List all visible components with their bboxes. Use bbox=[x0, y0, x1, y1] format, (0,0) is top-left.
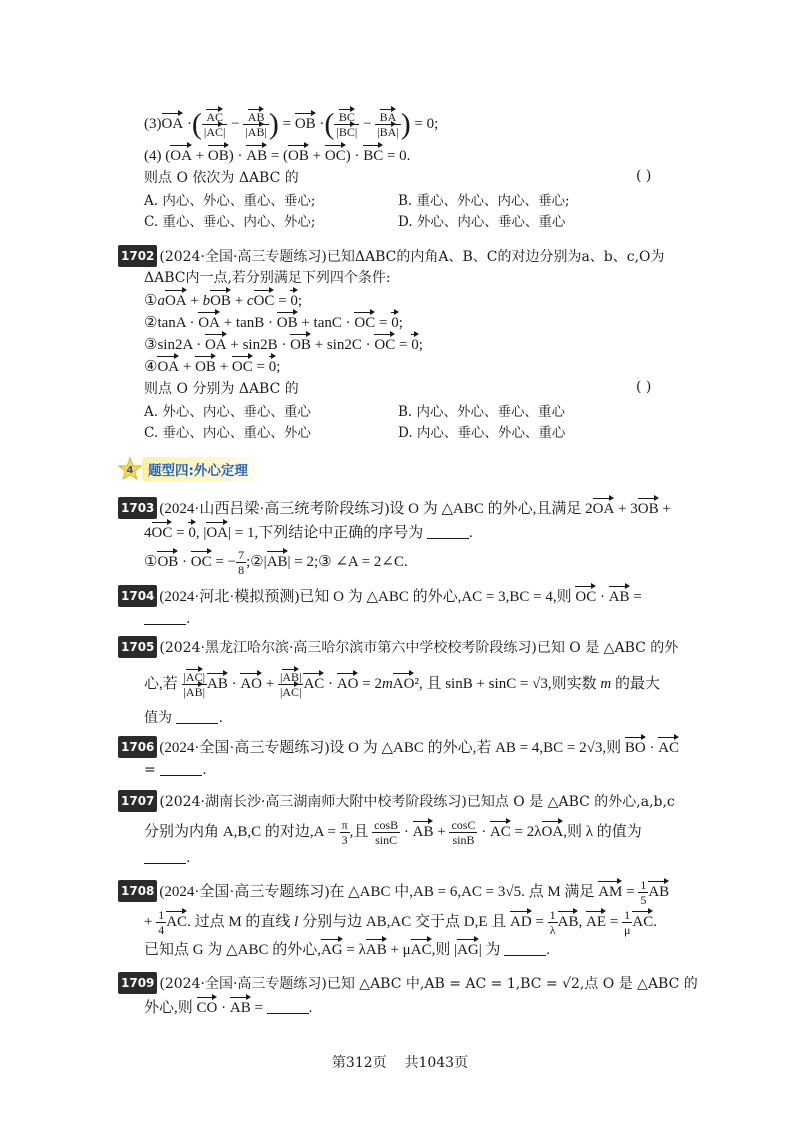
q1705-line-2: 心,若 $\frac{|AC|}{|AB|}$ AB · AO + $\frac{|AB|}{|AC|}$ AC · AO = 2mAO², 且 sinB + sinC = √3,则实数 m 的最大 bbox=[144, 670, 660, 699]
page-number: 第312页 bbox=[331, 1055, 387, 1071]
q1706-line-1: 1706 (2024·全国·高三专题练习)设 O 为 △ABC 的外心,若 AB = 4,BC = 2√3,则 BO · AC bbox=[118, 736, 679, 758]
q1709-line-1: 1709 (2024·全国·高三专题练习)已知 △ABC 中,AB = AC = 1,BC = √2,点 O 是 △ABC 的 bbox=[118, 972, 698, 994]
q1703-line-3: ①OB · OC = − $\frac{7}{8}$ ;②|AB| = 2;③ ∠A = 2∠C. bbox=[144, 548, 408, 577]
q1701-condition-3: (3)OA ·( $\frac{AC}{|AC|}$ − $\frac{AB}{|AB|}$ ) = OB ·( $\frac{BC}{|BC|}$ − $\frac{BA}{|BA|}$ ) = 0; bbox=[144, 107, 439, 141]
answer-blank[interactable] bbox=[176, 709, 218, 724]
question-number-badge: 1707 bbox=[118, 790, 157, 812]
q1708-line-3: 已知点 G 为 △ABC 的外心,AG = λAB + μAC,则 |AG| 为 . bbox=[144, 942, 551, 958]
q1709-line-2: 外心,则 CO · AB = . bbox=[144, 1000, 313, 1016]
page-footer bbox=[0, 1052, 800, 1072]
q1704-line-2: . bbox=[144, 609, 190, 629]
answer-blank[interactable] bbox=[504, 941, 546, 956]
q1701-option-c: C. 重心、垂心、内心、外心; bbox=[144, 214, 316, 230]
q1701-option-b: B. 重心、外心、内心、垂心; bbox=[398, 193, 570, 209]
q1702-answer-paren: ( ) bbox=[636, 379, 652, 395]
q1701-option-d: D. 外心、内心、垂心、重心 bbox=[398, 214, 566, 230]
q1702-line-2: ΔABC内一点,若分别满足下列四个条件: bbox=[144, 270, 391, 286]
q1702-option-c: C. 垂心、内心、重心、外心 bbox=[144, 425, 311, 441]
q1702-line-1: 1702 (2024·全国·高三专题练习)已知ΔABC的内角A、B、C的对边分别为a、b、c,O为 bbox=[118, 245, 665, 267]
question-number-badge: 1703 bbox=[118, 497, 157, 519]
question-number-badge: 1709 bbox=[118, 972, 157, 994]
q1702-stem: 则点 O 分别为 ΔABC 的 bbox=[144, 381, 299, 397]
q1701-stem: 则点 O 依次为 ΔABC 的 bbox=[144, 170, 299, 186]
q1702-condition-3: ③sin2A · OA + sin2B · OB + sin2C · OC = 0; bbox=[144, 337, 423, 353]
section-header bbox=[118, 458, 266, 480]
q1708-line-2: + $\frac{1}{4}$ AC. 过点 M 的直线 l 分别与边 AB,AC 交于点 D,E 且 AD = $\frac{1}{\lambda}$ AB, AE = $\frac{1}{\mu}$ AC. bbox=[144, 908, 657, 937]
q1708-line-1: 1708 (2024·全国·高三专题练习)在 △ABC 中,AB = 6,AC = 3√5. 点 M 满足 AM = $\frac{1}{5}$ AB bbox=[118, 878, 669, 907]
q1702-condition-2: ②tanA · OA + tanB · OB + tanC · OC = 0; bbox=[144, 315, 403, 331]
question-number-badge: 1706 bbox=[118, 736, 157, 758]
q1707-line-2: 分别为内角 A,B,C 的对边,A = $\frac{\pi}{3}$ ,且 $\frac{\cos B}{\sin C}$ · AB + $\frac{\cos C}{\sin B}$ · AC = 2λOA,则 λ 的值为 bbox=[144, 818, 642, 847]
q1704-line-1: 1704 (2024·河北·模拟预测)已知 O 为 △ABC 的外心,AC = 3,BC = 4,则 OC · AB = bbox=[118, 585, 642, 607]
section-title: 题型四:外心定理 bbox=[142, 457, 266, 481]
q1701-option-a: A. 内心、外心、重心、垂心; bbox=[144, 193, 316, 209]
q1701-answer-paren: ( ) bbox=[636, 168, 652, 184]
q1702-option-d: D. 内心、垂心、外心、重心 bbox=[398, 425, 566, 441]
q1702-condition-4: ④OA + OB + OC = 0; bbox=[144, 359, 281, 375]
q1703-line-2: 4OC = 0, |OA| = 1,下列结论中正确的序号为 . bbox=[144, 525, 473, 541]
q1707-line-3: . bbox=[144, 848, 190, 868]
answer-blank[interactable] bbox=[427, 524, 469, 539]
section-number: 4 bbox=[126, 465, 134, 476]
q1702-option-a: A. 外心、内心、垂心、重心 bbox=[144, 404, 311, 420]
q1703-line-1: 1703 (2024·山西吕梁·高三统考阶段练习)设 O 为 △ABC 的外心,且满足 2OA + 3OB + bbox=[118, 497, 671, 519]
q1705-line-3: 值为 . bbox=[144, 710, 223, 726]
question-number-badge: 1708 bbox=[118, 880, 157, 902]
q1705-line-1: 1705 (2024·黑龙江哈尔滨·高三哈尔滨市第六中学校校考阶段练习)已知 O 是 △ABC 的外 bbox=[118, 636, 678, 658]
question-number-badge: 1702 bbox=[118, 245, 157, 267]
answer-blank[interactable] bbox=[144, 610, 186, 625]
q1702-condition-1: ①aOA + bOB + cOC = 0; bbox=[144, 293, 303, 309]
q1701-condition-4: (4) (OA + OB) · AB = (OB + OC) · BC = 0. bbox=[144, 148, 411, 164]
section-star-icon bbox=[118, 457, 142, 481]
page-total: 共1043页 bbox=[404, 1055, 469, 1071]
answer-blank[interactable] bbox=[267, 999, 309, 1014]
answer-blank[interactable] bbox=[160, 761, 202, 776]
answer-blank[interactable] bbox=[144, 849, 186, 864]
question-number-badge: 1704 bbox=[118, 585, 157, 607]
q1706-line-2: = . bbox=[144, 762, 207, 778]
q1707-line-1: 1707 (2024·湖南长沙·高三湖南师大附中校考阶段练习)已知点 O 是 △ABC 的外心,a,b,c bbox=[118, 790, 675, 812]
question-number-badge: 1705 bbox=[118, 636, 157, 658]
q1702-option-b: B. 内心、外心、垂心、重心 bbox=[398, 404, 566, 420]
